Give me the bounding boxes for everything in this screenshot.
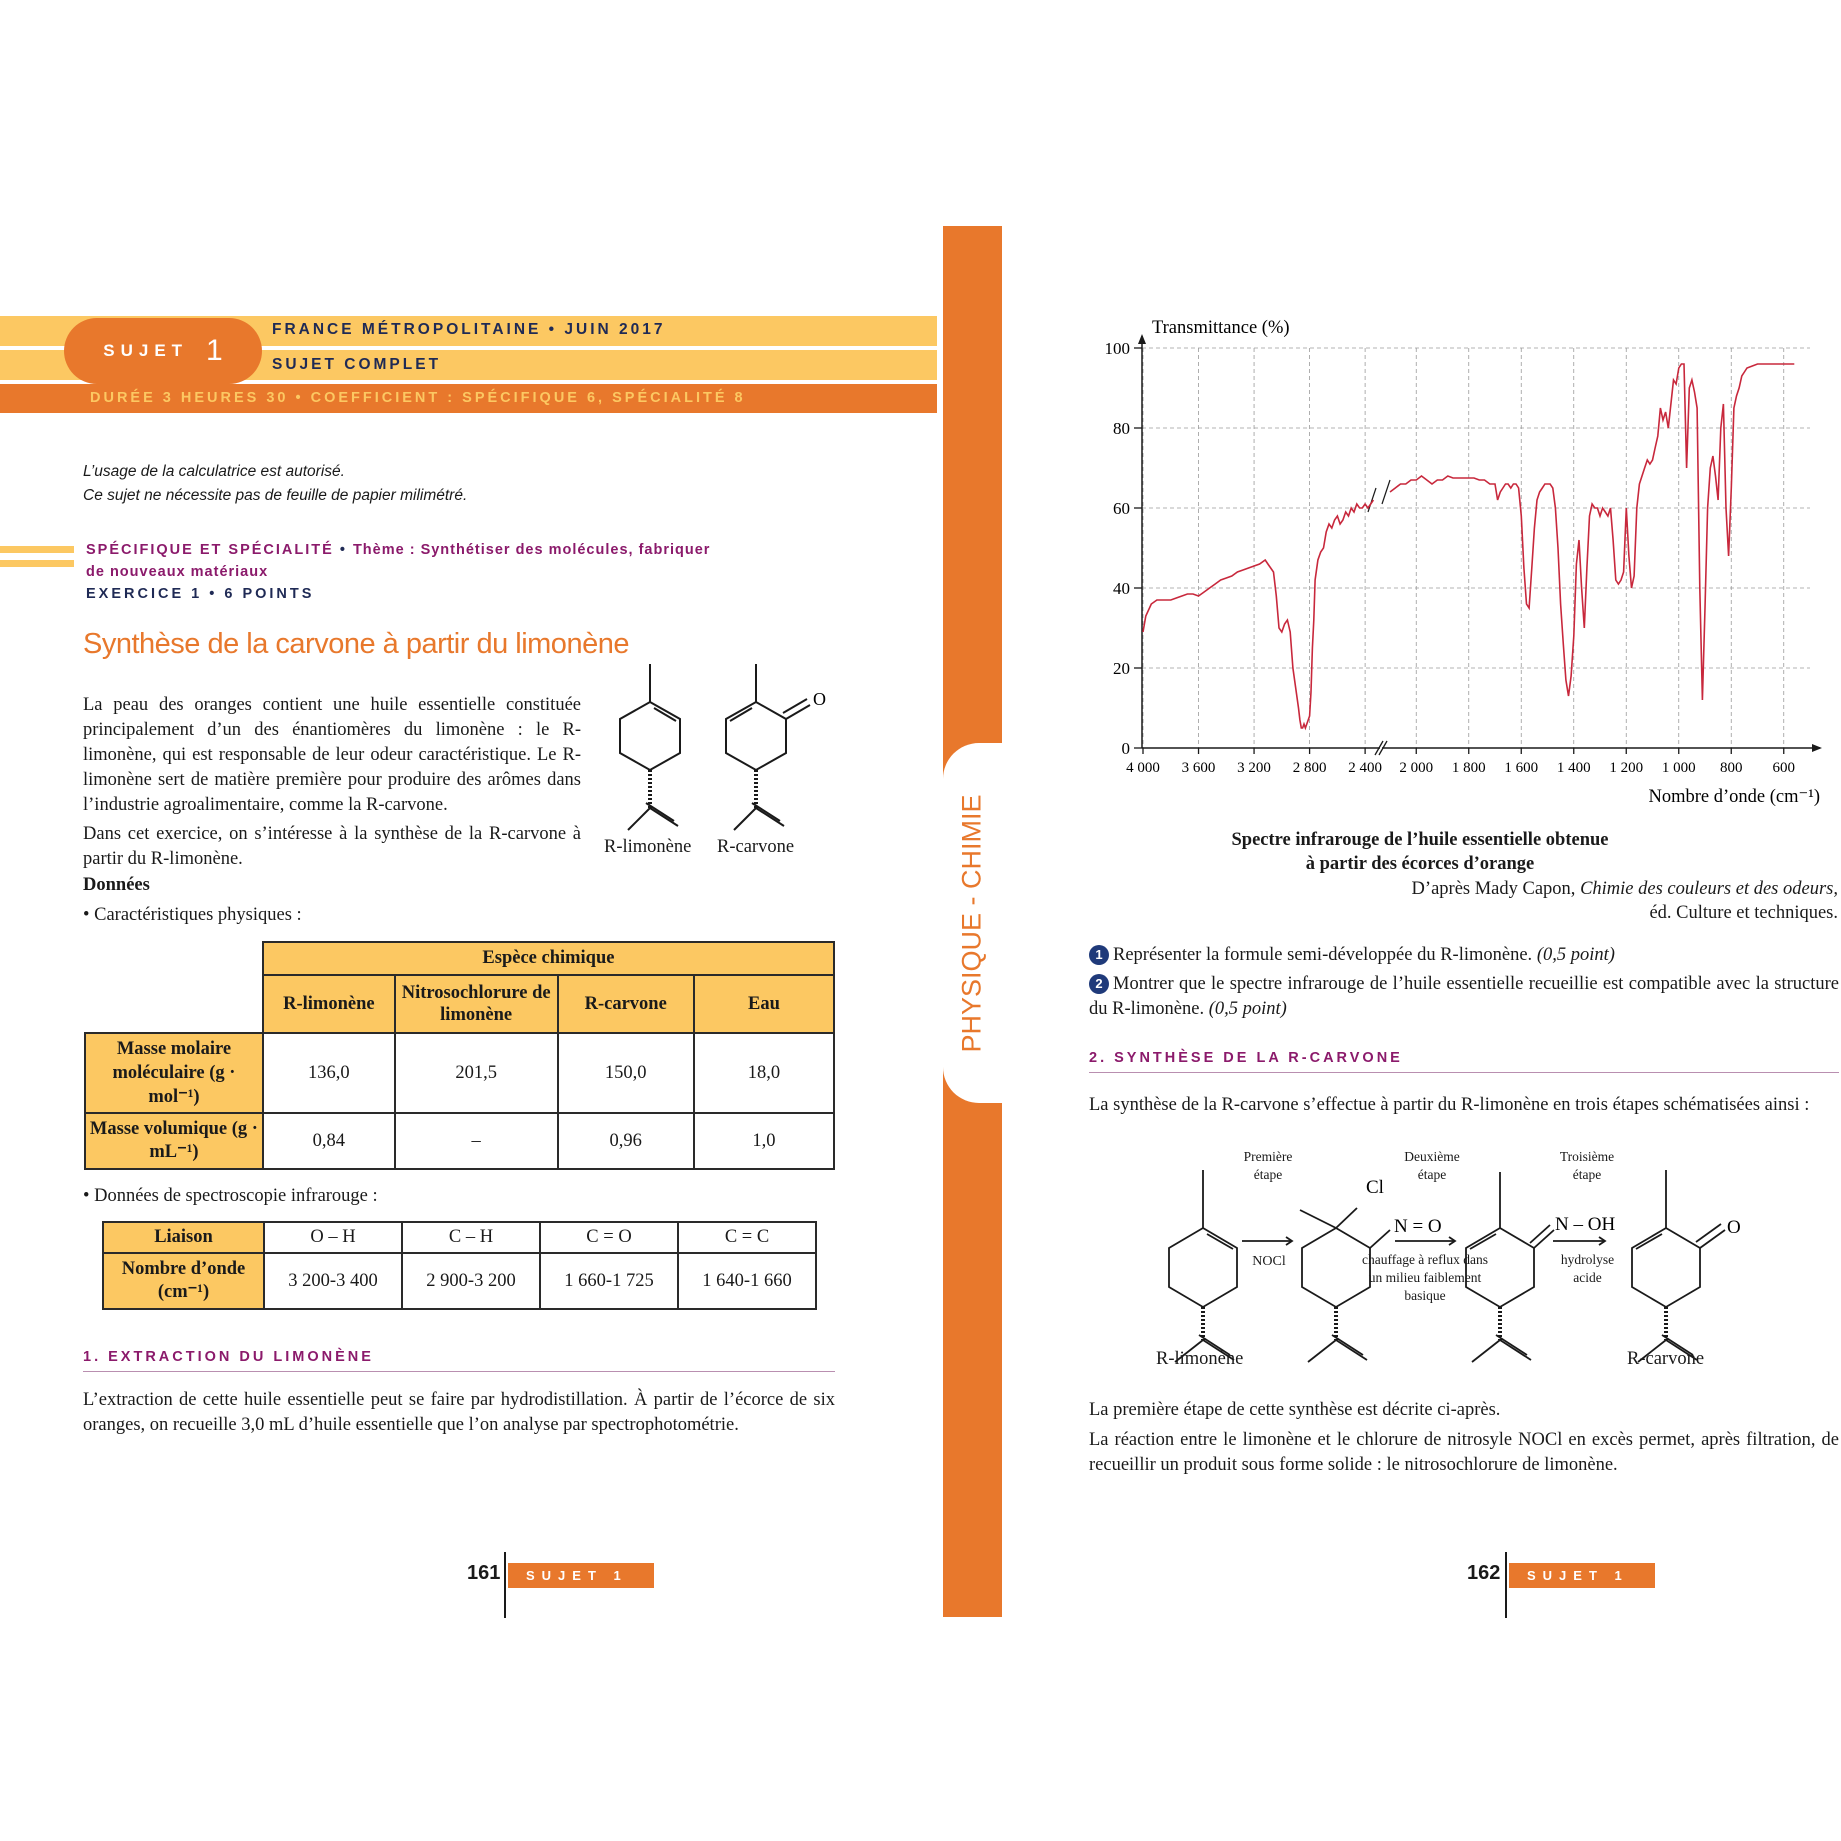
question-1 <box>1089 943 1839 968</box>
theme-line-1 <box>86 542 710 558</box>
question-text: Représenter la formule semi-développée du R-limonène. <box>1113 945 1533 965</box>
y-tick-label: 0 <box>1121 739 1130 758</box>
sujet-label: SUJET <box>103 341 189 360</box>
table-cell: 201,5 <box>395 1033 558 1113</box>
theme-bar-1 <box>0 546 74 553</box>
page-title: Synthèse de la carvone à partir du limonène <box>83 628 629 660</box>
chart-series-line <box>1390 364 1794 700</box>
table-cell: 1 660-1 725 <box>540 1253 678 1309</box>
page-number-right: 162 <box>1467 1562 1501 1584</box>
page-number-left: 161 <box>467 1562 501 1584</box>
x-tick-label: 1 800 <box>1451 760 1486 776</box>
section-1-rule <box>83 1371 835 1372</box>
section-2-para-1: La première étape de cette synthèse est décrite ci-après. <box>1089 1400 1501 1420</box>
reagent-3: hydrolyse acide <box>1560 1252 1615 1285</box>
table-cell: 150,0 <box>558 1033 694 1113</box>
label-limonene: R-limonène <box>604 837 692 857</box>
table-cell: 1 640-1 660 <box>678 1253 816 1309</box>
step-2-label: Deuxième étape <box>1404 1149 1460 1182</box>
table-cell: – <box>395 1113 558 1169</box>
question-2 <box>1089 972 1839 1022</box>
side-tab-label-box <box>943 743 1002 1103</box>
phys-label: • Caractéristiques physiques : <box>83 905 302 925</box>
sujet-badge <box>64 318 262 384</box>
source-title: Chimie des couleurs et des odeurs, <box>1580 879 1838 899</box>
theme-text-1: Thème : Synthétiser des molécules, fabriquer <box>352 542 711 558</box>
table-empty-corner <box>85 942 263 975</box>
section-1-text: L’extraction de cette huile essentielle peut se faire par hydrodistillation. À partir de l’écorce de six oranges, on recueille 3,0 mL d’huile essentielle que l’on analyse par spectrophotométrie. <box>83 1390 835 1435</box>
chart-series-line <box>1143 500 1373 728</box>
table-cell: C = O <box>540 1222 678 1253</box>
theme-bar-2 <box>0 560 74 567</box>
label-carvone: R-carvone <box>717 837 795 857</box>
x-tick-label: 600 <box>1772 760 1795 776</box>
footer-tab-right: SUJET 1 <box>1509 1563 1655 1588</box>
col-header: Nitrosochlorure de limonène <box>395 975 558 1033</box>
chart-caption <box>1090 828 1750 876</box>
question-number-badge: 1 <box>1089 945 1109 965</box>
chart-ticks <box>1105 339 1796 776</box>
ir-label: • Données de spectroscopie infrarouge : <box>83 1186 378 1206</box>
col-header: R-limonène <box>263 975 395 1033</box>
row-header: Masse molaire moléculaire (g · mol⁻¹) <box>85 1033 263 1113</box>
x-tick-label: 800 <box>1720 760 1743 776</box>
chlorine-label: Cl <box>1366 1177 1384 1198</box>
reagent-2: chauffage à reflux dans un milieu faiblement basique <box>1361 1252 1489 1303</box>
theme-bullet: • <box>333 542 353 558</box>
carvone-oxygen: O <box>813 689 826 709</box>
x-tick-label: 1 200 <box>1609 760 1644 776</box>
scheme-start-label: R-limonène <box>1156 1349 1244 1369</box>
row-header: Masse volumique (g · mL⁻¹) <box>85 1113 263 1169</box>
row-header: Nombre d’onde (cm⁻¹) <box>103 1253 264 1309</box>
y-tick-label: 20 <box>1113 659 1130 678</box>
ir-table <box>102 1221 817 1310</box>
col-header: R-carvone <box>558 975 694 1033</box>
y-tick-label: 100 <box>1104 339 1130 358</box>
theme-prefix: SPÉCIFIQUE ET SPÉCIALITÉ <box>86 542 334 558</box>
caption-line-1: Spectre infrarouge de l’huile essentielle obtenue <box>1231 830 1609 850</box>
table-empty-corner-2 <box>85 975 263 1033</box>
table-cell: 3 200-3 400 <box>264 1253 402 1309</box>
source-line-2: éd. Culture et techniques. <box>1649 903 1838 923</box>
question-number-badge: 2 <box>1089 974 1109 994</box>
chart-source <box>1100 877 1838 925</box>
x-axis-arrow <box>1812 744 1822 752</box>
header-line-2: SUJET COMPLET <box>272 356 442 373</box>
footer-divider-right <box>1505 1552 1507 1618</box>
nitroso-label: N = O <box>1394 1216 1442 1237</box>
header-line-1: FRANCE MÉTROPOLITAINE • JUIN 2017 <box>272 321 666 338</box>
section-2-intro: La synthèse de la R-carvone s’effectue à partir du R-limonène en trois étapes schématisées ainsi : <box>1089 1095 1810 1115</box>
section-2-title: 2. SYNTHÈSE DE LA R-CARVONE <box>1089 1050 1403 1066</box>
sujet-number: 1 <box>206 334 223 367</box>
question-text: Montrer que le spectre infrarouge de l’huile essentielle recueillie est compatible avec la structure du R-limonène. <box>1089 974 1839 1019</box>
table-cell: C = C <box>678 1222 816 1253</box>
question-points: (0,5 point) <box>1536 945 1615 965</box>
section-1-title: 1. EXTRACTION DU LIMONÈNE <box>83 1349 374 1365</box>
side-tab-label: PHYSIQUE - CHIMIE <box>957 793 987 1053</box>
x-tick-label: 4 000 <box>1126 760 1160 776</box>
chart-grid <box>1142 348 1810 748</box>
col-header: Eau <box>694 975 834 1033</box>
footer-divider-left <box>504 1552 506 1618</box>
row-header: Liaison <box>103 1222 264 1253</box>
x-tick-label: 1 000 <box>1661 760 1696 776</box>
section-2-rule <box>1089 1072 1839 1073</box>
header-line-3: DURÉE 3 HEURES 30 • COEFFICIENT : SPÉCIFIQUE 6, SPÉCIALITÉ 8 <box>90 390 746 406</box>
oxime-label: N – OH <box>1555 1214 1616 1235</box>
y-tick-label: 60 <box>1113 499 1130 518</box>
step-3-label: Troisième étape <box>1559 1149 1615 1182</box>
carbonyl-oxygen: O <box>1727 1217 1741 1238</box>
table-cell: C – H <box>402 1222 540 1253</box>
notice-line-2: Ce sujet ne nécessite pas de feuille de papier milimétré. <box>83 487 468 504</box>
table-cell: 2 900-3 200 <box>402 1253 540 1309</box>
table-cell: 136,0 <box>263 1033 395 1113</box>
step-1-label: Première étape <box>1243 1149 1293 1182</box>
donnees-heading: Données <box>83 875 150 895</box>
chart-axes <box>1138 334 1822 755</box>
y-axis-arrow <box>1138 334 1146 344</box>
x-tick-label: 3 600 <box>1181 760 1216 776</box>
table-cell: 18,0 <box>694 1033 834 1113</box>
physical-table <box>84 941 835 1170</box>
x-tick-label: 1 400 <box>1556 760 1591 776</box>
caption-line-2: à partir des écorces d’orange <box>1305 854 1535 874</box>
chart-ylabel: Transmittance (%) <box>1152 318 1290 338</box>
y-tick-label: 80 <box>1113 419 1130 438</box>
section-2-para-2: La réaction entre le limonène et le chlorure de nitrosyle NOCl en excès permet, après filtration, de recueillir un produit sous forme solide : le nitrosochlorure de limonène. <box>1089 1430 1839 1475</box>
x-tick-label: 2 800 <box>1292 760 1327 776</box>
table-cell: 1,0 <box>694 1113 834 1169</box>
footer-tab-left: SUJET 1 <box>508 1563 654 1588</box>
scheme-end-label: R-carvone <box>1627 1349 1705 1369</box>
x-tick-label: 3 200 <box>1237 760 1271 776</box>
table-cell: 0,96 <box>558 1113 694 1169</box>
table-cell: 0,84 <box>263 1113 395 1169</box>
ir-spectrum-chart <box>1090 310 1840 820</box>
group-header: Espèce chimique <box>263 942 834 975</box>
notice-line-1: L’usage de la calculatrice est autorisé. <box>83 463 345 480</box>
question-points: (0,5 point) <box>1208 999 1287 1019</box>
x-tick-label: 1 600 <box>1504 760 1539 776</box>
x-tick-label: 2 000 <box>1399 760 1434 776</box>
table-cell: O – H <box>264 1222 402 1253</box>
chart-xlabel: Nombre d’onde (cm⁻¹) <box>1648 787 1820 807</box>
intro-para-2: Dans cet exercice, on s’intéresse à la synthèse de la R-carvone à partir du R-limonène. <box>83 824 581 869</box>
y-tick-label: 40 <box>1113 579 1130 598</box>
x-tick-label: 2 400 <box>1348 760 1382 776</box>
exercise-label: EXERCICE 1 • 6 POINTS <box>86 586 315 602</box>
intro-para-1: La peau des oranges contient une huile essentielle constituée principalement d’un des énantiomères du limonène : le R-limonène, qui est responsable de leur odeur caractéristique. Le R-limonène sert de matière première pour produire des arômes dans l’industrie agroalimentaire, comme la R-carvone. <box>83 695 581 815</box>
theme-text-2: de nouveaux matériaux <box>86 564 269 580</box>
reagent-1: NOCl <box>1252 1254 1286 1269</box>
curve-break-mark <box>1382 480 1390 504</box>
source-prefix: D’après Mady Capon, <box>1411 879 1581 899</box>
